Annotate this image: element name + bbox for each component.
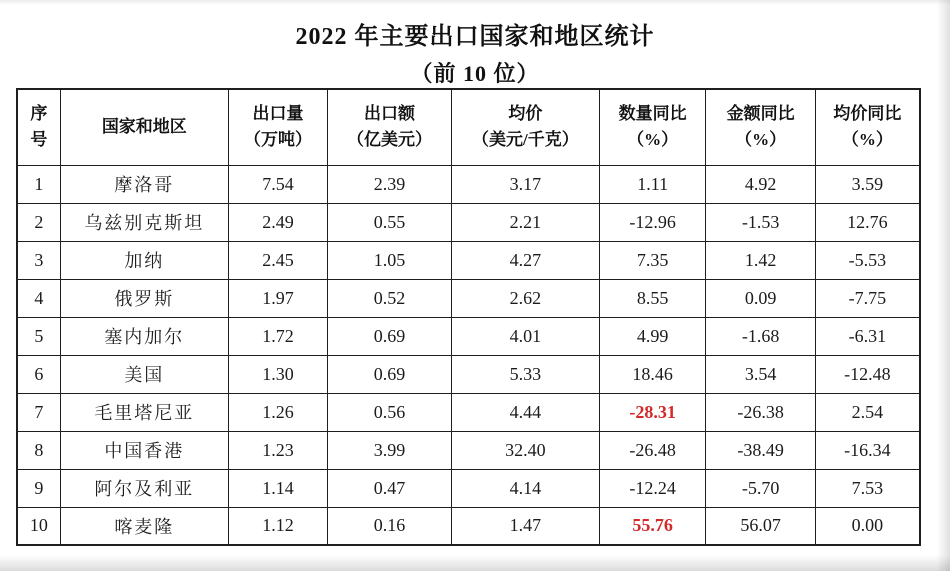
- cell-qty-yoy: -26.48: [599, 431, 706, 469]
- cell-price-yoy: 12.76: [815, 203, 920, 241]
- header-country: [60, 89, 228, 165]
- cell-export-value: 0.52: [328, 279, 452, 317]
- cell-export-volume: 1.26: [228, 393, 327, 431]
- cell-price-yoy: 0.00: [815, 507, 920, 545]
- cell-country: 阿尔及利亚: [60, 469, 228, 507]
- header-price-yoy: [815, 89, 920, 165]
- cell-qty-yoy: 18.46: [599, 355, 706, 393]
- cell-qty-yoy: -28.31: [599, 393, 706, 431]
- cell-export-value: 0.69: [328, 317, 452, 355]
- header-export-volume: [228, 89, 327, 165]
- cell-price-yoy: -12.48: [815, 355, 920, 393]
- cell-export-value: 0.47: [328, 469, 452, 507]
- header-value-yoy-line2: （%）: [735, 130, 787, 150]
- table-row: [17, 165, 920, 203]
- cell-qty-yoy: -12.24: [599, 469, 706, 507]
- cell-price-yoy: 7.53: [815, 469, 920, 507]
- cell-rank: 5: [17, 317, 60, 355]
- cell-export-volume: 7.54: [228, 165, 327, 203]
- cell-rank: 8: [17, 431, 60, 469]
- cell-country: 毛里塔尼亚: [60, 393, 228, 431]
- cell-avg-price: 1.47: [451, 507, 599, 545]
- table-row: [17, 203, 920, 241]
- header-rank: [17, 89, 60, 165]
- cell-rank: 4: [17, 279, 60, 317]
- cell-export-value: 1.05: [328, 241, 452, 279]
- cell-qty-yoy: 7.35: [599, 241, 706, 279]
- cell-rank: 10: [17, 507, 60, 545]
- header-price-yoy-line1: 均价同比: [833, 103, 902, 123]
- table-row: [17, 507, 920, 545]
- header-avg-price: [451, 89, 599, 165]
- header-export-volume-line1: 出口量: [252, 103, 304, 123]
- header-avg-price-line1: 均价: [508, 103, 543, 123]
- cell-export-volume: 1.97: [228, 279, 327, 317]
- cell-value-yoy: -38.49: [706, 431, 815, 469]
- cell-country: 喀麦隆: [60, 507, 228, 545]
- cell-country: 乌兹别克斯坦: [60, 203, 228, 241]
- cell-rank: 2: [17, 203, 60, 241]
- cell-country: 加纳: [60, 241, 228, 279]
- table-row: [17, 317, 920, 355]
- cell-value-yoy: -1.53: [706, 203, 815, 241]
- cell-qty-yoy: 1.11: [599, 165, 706, 203]
- cell-export-volume: 1.14: [228, 469, 327, 507]
- cell-value-yoy: 56.07: [706, 507, 815, 545]
- table-row: [17, 393, 920, 431]
- cell-export-value: 2.39: [328, 165, 452, 203]
- cell-value-yoy: 4.92: [706, 165, 815, 203]
- cell-qty-yoy: -12.96: [599, 203, 706, 241]
- table-row: [17, 355, 920, 393]
- cell-export-value: 0.69: [328, 355, 452, 393]
- cell-value-yoy: -5.70: [706, 469, 815, 507]
- cell-country: 塞内加尔: [60, 317, 228, 355]
- cell-country: 摩洛哥: [60, 165, 228, 203]
- cell-export-value: 0.56: [328, 393, 452, 431]
- table-row: [17, 279, 920, 317]
- cell-export-volume: 1.72: [228, 317, 327, 355]
- cell-export-volume: 1.23: [228, 431, 327, 469]
- cell-value-yoy: 3.54: [706, 355, 815, 393]
- cell-avg-price: 5.33: [451, 355, 599, 393]
- cell-country: 美国: [60, 355, 228, 393]
- header-qty-yoy-line2: （%）: [627, 130, 679, 150]
- header-export-volume-line2: （万吨）: [243, 130, 312, 150]
- cell-avg-price: 4.27: [451, 241, 599, 279]
- cell-price-yoy: 2.54: [815, 393, 920, 431]
- page-subtitle: （前 10 位）: [410, 61, 540, 86]
- header-export-value-line2: （亿美元）: [346, 130, 432, 150]
- table-row: [17, 241, 920, 279]
- cell-country: 中国香港: [60, 431, 228, 469]
- cell-qty-yoy: 4.99: [599, 317, 706, 355]
- cell-value-yoy: 1.42: [706, 241, 815, 279]
- cell-price-yoy: -6.31: [815, 317, 920, 355]
- cell-avg-price: 4.01: [451, 317, 599, 355]
- page-edge-shadow-top: [0, 0, 950, 5]
- cell-price-yoy: 3.59: [815, 165, 920, 203]
- cell-avg-price: 32.40: [451, 431, 599, 469]
- cell-price-yoy: -16.34: [815, 431, 920, 469]
- header-export-value-line1: 出口额: [363, 103, 415, 123]
- cell-export-value: 0.16: [328, 507, 452, 545]
- header-price-yoy-line2: （%）: [841, 130, 893, 150]
- header-value-yoy: [706, 89, 815, 165]
- header-qty-yoy: [599, 89, 706, 165]
- header-country-line1: 国家和地区: [101, 117, 187, 137]
- header-export-value: [328, 89, 452, 165]
- cell-value-yoy: -1.68: [706, 317, 815, 355]
- cell-avg-price: 3.17: [451, 165, 599, 203]
- cell-export-value: 3.99: [328, 431, 452, 469]
- header-rank-line1: 序: [30, 103, 48, 123]
- cell-rank: 3: [17, 241, 60, 279]
- cell-country: 俄罗斯: [60, 279, 228, 317]
- cell-avg-price: 4.44: [451, 393, 599, 431]
- page-title: 2022 年主要出口国家和地区统计: [295, 24, 655, 50]
- cell-price-yoy: -7.75: [815, 279, 920, 317]
- cell-qty-yoy: 8.55: [599, 279, 706, 317]
- header-rank-line2: 号: [30, 130, 48, 150]
- cell-rank: 1: [17, 165, 60, 203]
- cell-rank: 7: [17, 393, 60, 431]
- cell-rank: 6: [17, 355, 60, 393]
- cell-avg-price: 4.14: [451, 469, 599, 507]
- page-edge-shadow-bottom: [0, 555, 950, 571]
- cell-rank: 9: [17, 469, 60, 507]
- table-row: [17, 469, 920, 507]
- header-avg-price-line2: （美元/千克）: [472, 130, 579, 150]
- table-row: [17, 431, 920, 469]
- cell-avg-price: 2.62: [451, 279, 599, 317]
- cell-export-volume: 1.30: [228, 355, 327, 393]
- cell-export-volume: 2.45: [228, 241, 327, 279]
- cell-value-yoy: 0.09: [706, 279, 815, 317]
- cell-value-yoy: -26.38: [706, 393, 815, 431]
- cell-price-yoy: -5.53: [815, 241, 920, 279]
- cell-qty-yoy: 55.76: [599, 507, 706, 545]
- cell-avg-price: 2.21: [451, 203, 599, 241]
- table-body: [17, 165, 920, 545]
- cell-export-volume: 1.12: [228, 507, 327, 545]
- header-row: [17, 89, 920, 165]
- header-qty-yoy-line1: 数量同比: [618, 103, 687, 123]
- export-stats-table: [16, 88, 921, 546]
- header-value-yoy-line1: 金额同比: [726, 103, 795, 123]
- cell-export-value: 0.55: [328, 203, 452, 241]
- cell-export-volume: 2.49: [228, 203, 327, 241]
